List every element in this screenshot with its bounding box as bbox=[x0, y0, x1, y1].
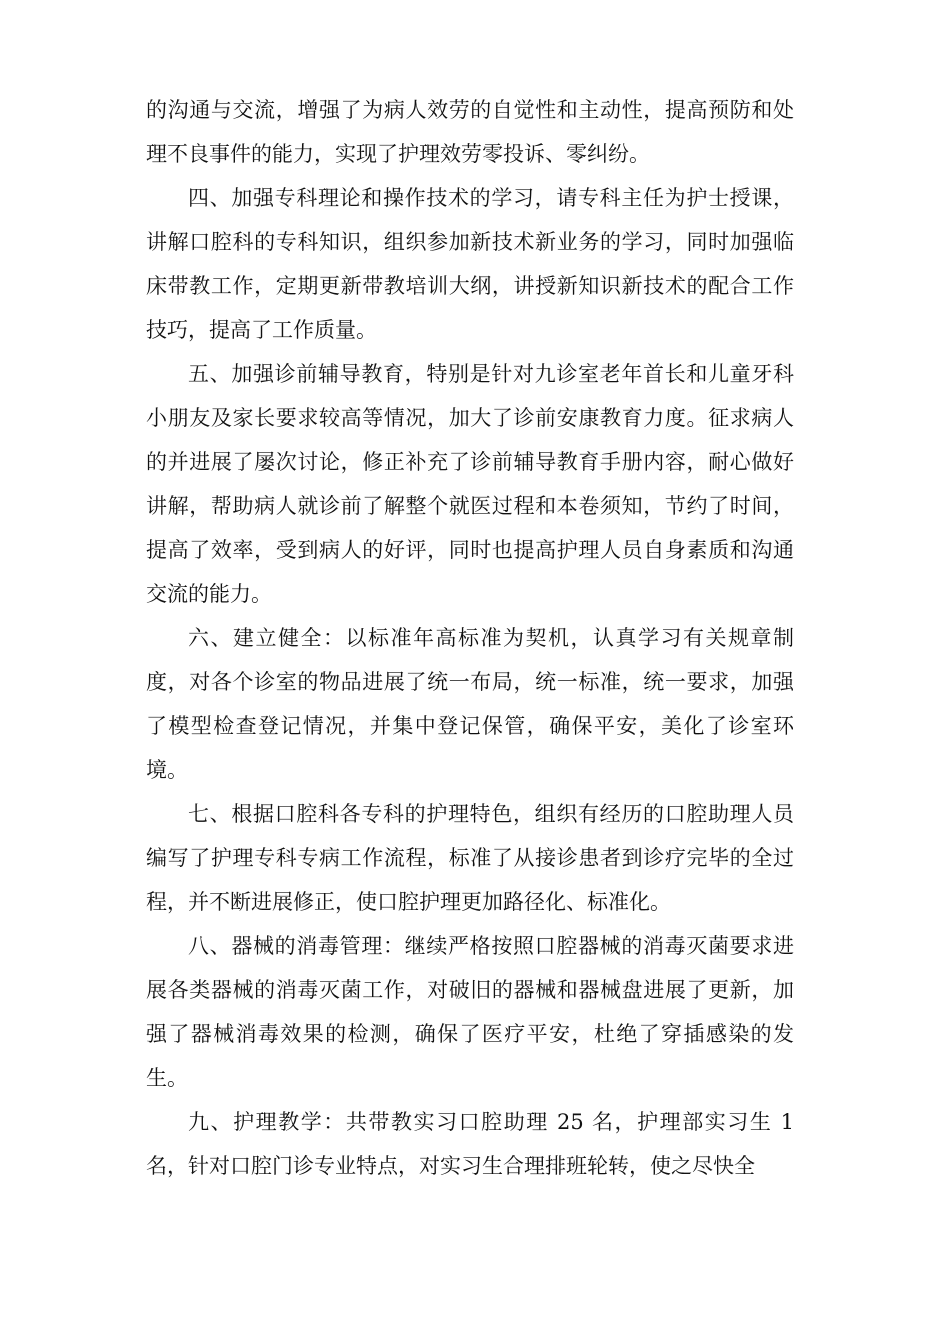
paragraph-9-nursing-teaching: 九、护理教学：共带教实习口腔助理 25 名，护理部实习生 1 名，针对口腔门诊专业特点，对实习生合理排班轮转，使之尽快全 bbox=[146, 1110, 794, 1178]
paragraph-8-instrument-disinfection: 八、器械的消毒管理：继续严格按照口腔器械的消毒灭菌要求进展各类器械的消毒灭菌工作，对破旧的器械和器械盘进展了更新，加强了器械消毒效果的检测，确保了医疗平安，杜绝了穿插感染的发生。 bbox=[146, 934, 794, 1090]
paragraph-5-pre-visit-education: 五、加强诊前辅导教育，特别是针对九诊室老年首长和儿童牙科小朋友及家长要求较高等情况，加大了诊前安康教育力度。征求病人的并进展了屡次讨论，修正补充了诊前辅导教育手册内容，耐心做好讲解，帮助病人就诊前了解整个就医过程和本卷须知，节约了时间，提高了效率，受到病人的好评，同时也提高护理人员自身素质和沟通交流的能力。 bbox=[146, 362, 794, 606]
paragraph-continuation: 的沟通与交流，增强了为病人效劳的自觉性和主动性，提高预防和处理不良事件的能力，实现了护理效劳零投诉、零纠纷。 bbox=[146, 98, 794, 166]
paragraph-4-specialty-training: 四、加强专科理论和操作技术的学习，请专科主任为护士授课，讲解口腔科的专科知识，组织参加新技术新业务的学习，同时加强临床带教工作，定期更新带教培训大纲，讲授新知识新技术的配合工作技巧，提高了工作质量。 bbox=[146, 186, 794, 342]
document-body bbox=[146, 88, 794, 1188]
paragraph-6-rules-and-standards: 六、建立健全：以标准年高标准为契机，认真学习有关规章制度，对各个诊室的物品进展了统一布局，统一标准，统一要求，加强了模型检查登记情况，并集中登记保管，确保平安，美化了诊室环境。 bbox=[146, 626, 794, 782]
paragraph-7-nursing-workflow: 七、根据口腔科各专科的护理特色，组织有经历的口腔助理人员编写了护理专科专病工作流程，标准了从接诊患者到诊疗完毕的全过程，并不断进展修正，使口腔护理更加路径化、标准化。 bbox=[146, 802, 794, 914]
